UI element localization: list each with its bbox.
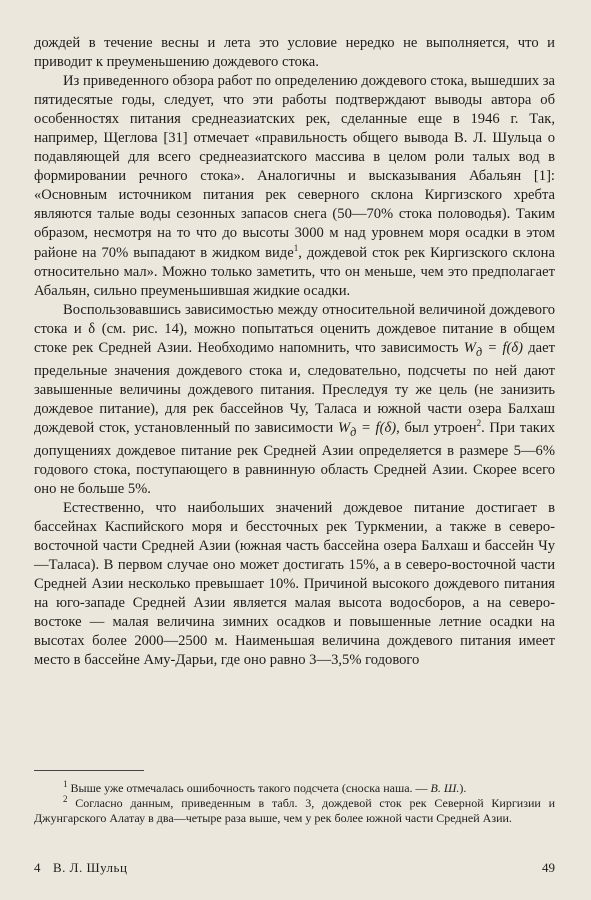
signature-author: В. Л. Шульц [53, 860, 128, 875]
footnote-author-initials: В. Ш. [430, 781, 460, 795]
footnotes [34, 781, 555, 826]
paragraph-regional: Естественно, что наибольших значений дождевое питание достигает в бассейнах Каспийского моря и бессточных рек Туркмении, а также в северо-восточной части Средней Азии (южная часть бассейна озера Балхаш и бассейн Чу—Таласа). В первом случае оно может достигать 15%, а в северо-восточной части Средней Азии несколько превышает 10%. Причиной высокого дождевого питания на юго-западе Средней Азии является малая высота водосборов, а на северо-востоке — малая величина зимних осадков и повышенные летние осадки на высотах более 2000—2500 м. Наименьшая величина дождевого питания имеет место в бассейне Аму-Дарьи, где оно равно 3—3,5% годового [34, 499, 555, 669]
page-number: 49 [542, 860, 555, 875]
footnote-ref-1: 1 [293, 242, 299, 253]
footnote-divider [34, 770, 144, 771]
footnote-1: $^1$ Выше уже отмечалась ошибочность такого подсчета (сноска наша. — В. Ш.). [63, 779, 467, 795]
footnote-ref-2: 2 [476, 417, 482, 428]
paragraph-continued: дождей в течение весны и лета это условие нередко не выполняется, что и приводит к преуменьшению дождевого стока. [34, 35, 555, 71]
formula-dependency: $W_д = f(\delta)$ [463, 339, 523, 359]
paragraph-review: Из приведенного обзора работ по определению дождевого стока, вышедших за пятидесятые годы, следует, что эти работы подтверждают выводы автора об особенностях питания среднеазиатских рек, сделанные еще в 1946 г. Так, например, Щеглова [31] отмечает «правильность общего вывода В. Л. Шульца о подавляющей для всего среднеазиатского массива в целом роли талых вод в формировании речного стока». Аналогичны и высказывания Абальян [1]: «Основным источником питания рек северного склона Киргизского хребта являются талые воды сезонных запасов снега (50—70% стока половодья). Таким образом, несмотря на то что до высоты 3000 м над уровнем моря осадки в этом районе на 70% выпадают в жидком виде$^1$, дождевой сток рек Киргизского склона относительно мал». Можно только заметить, что он меньше, чем это предполагает Абальян, сильно преуменьшившая жидкие осадки. [34, 73, 555, 299]
formula-dependency-repeat: $W_д = f(\delta)$ [337, 419, 397, 439]
page-footer [34, 860, 555, 876]
paragraph-rain-estimate: Воспользовавшись зависимостью между относительной величиной дождевого стока и δ (см. рис. 14), можно попытаться оценить дождевое питание в общем стоке рек Средней Азии. Необходимо напомнить, что зависимость $W_д = f(\delta)$ дает предельные значения дождевого стока и, следовательно, подсчеты по ней дают завышенные величины дождевого питания. Преследуя ту же цель (не занизить дождевое питание), для рек бассейнов Чу, Таласа и южной части озера Балхаш дождевой сток, установленный по зависимости $W_д = f(\delta)$, был утроен$^2$. При таких допущениях дождевое питание рек Средней Азии определяется в размере 5—6% годового стока, поступающего в равнинную область Средней Азии. Скорее всего оно не больше 5%. [34, 301, 556, 497]
signature-number: 4 [34, 860, 41, 875]
main-text [34, 34, 555, 670]
printer-signature [34, 860, 127, 876]
footnote-2: $^2$ Согласно данным, приведенным в табл. 3, дождевой сток рек Северной Киргизии и Джунгарского Алатау в два—четыре раза выше, чем у рек более южной части Средней Азии. [34, 794, 555, 826]
